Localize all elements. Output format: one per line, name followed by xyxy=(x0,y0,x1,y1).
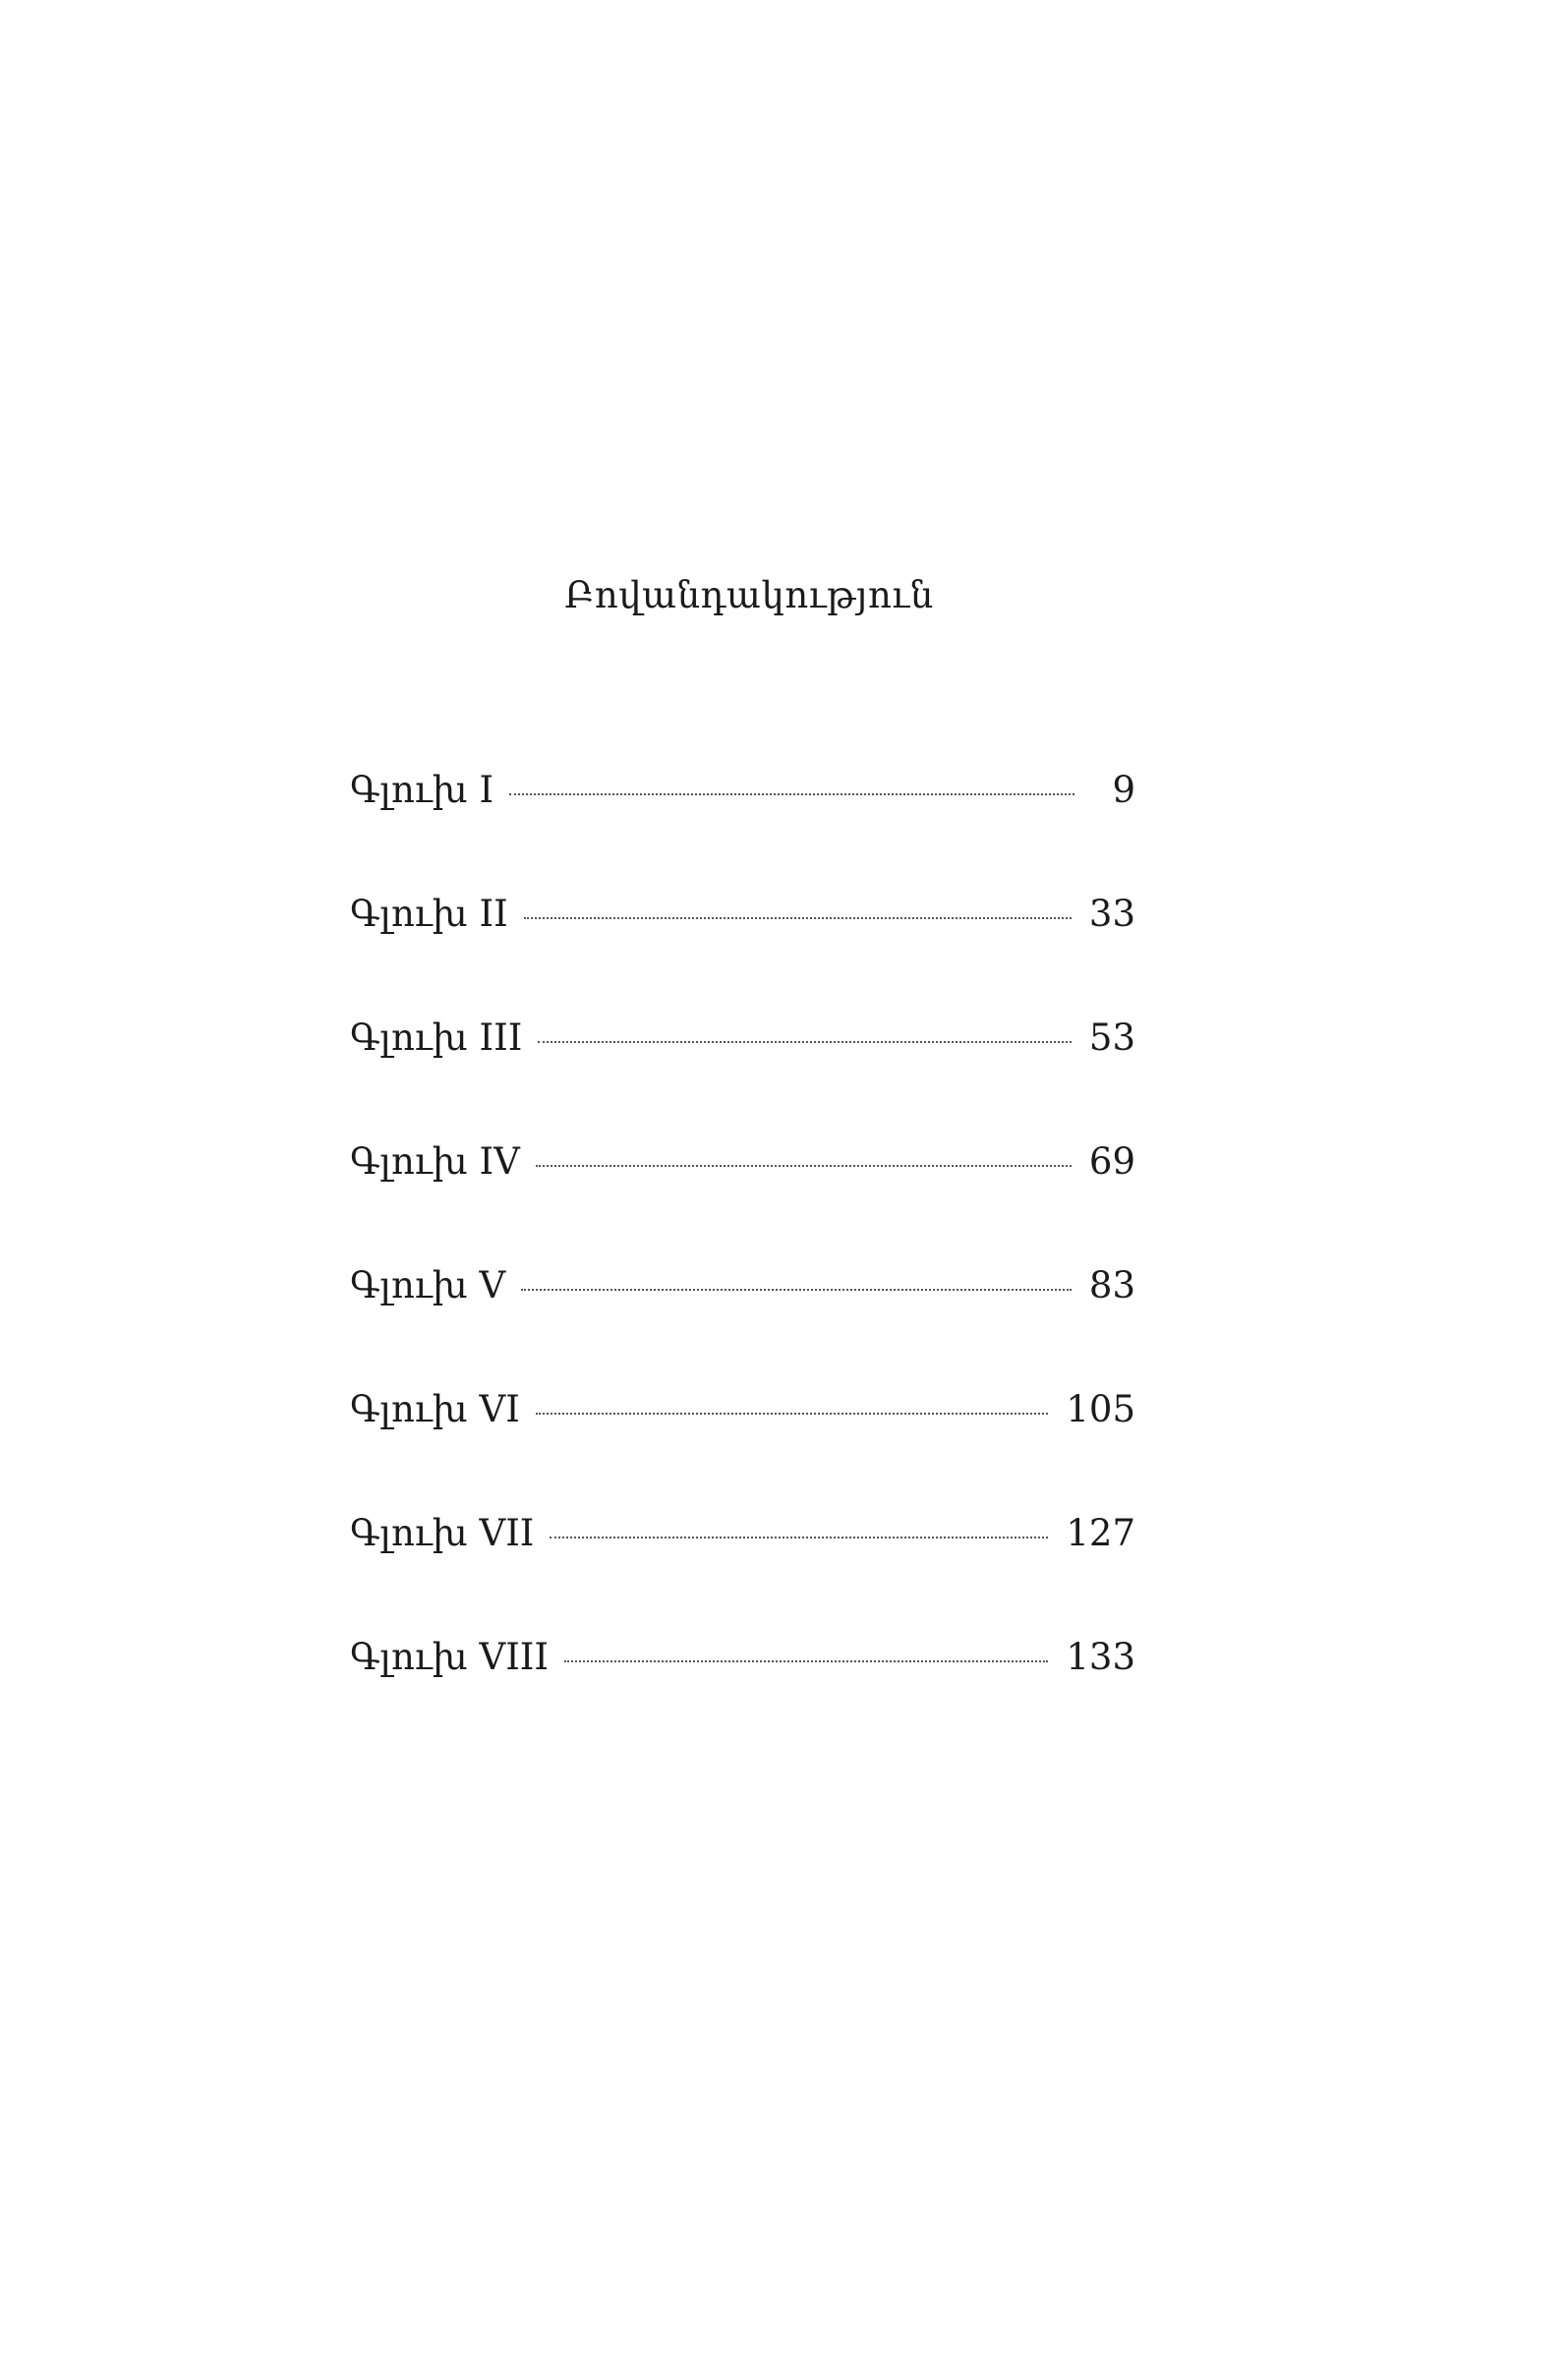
toc-entry-chapter-6[interactable] xyxy=(350,1386,1135,1510)
toc-entry-chapter-4[interactable] xyxy=(350,1138,1135,1262)
dot-leader xyxy=(550,1537,1048,1538)
toc-entry-page-number: 53 xyxy=(1088,1016,1135,1059)
toc-entry-page-number: 105 xyxy=(1066,1388,1135,1430)
dot-leader xyxy=(521,1289,1072,1291)
dot-leader xyxy=(509,793,1074,795)
dot-leader xyxy=(524,917,1072,919)
toc-entry-page-number: 127 xyxy=(1066,1512,1135,1554)
toc-entry-label: Գլուխ I xyxy=(350,769,494,811)
toc-entry-page-number: 69 xyxy=(1088,1140,1135,1183)
toc-entry-label: Գլուխ VI xyxy=(350,1388,520,1430)
toc-entry-chapter-7[interactable] xyxy=(350,1510,1135,1634)
toc-entry-label: Գլուխ V xyxy=(350,1264,506,1306)
dot-leader xyxy=(564,1660,1048,1662)
toc-entry-label: Գլուխ III xyxy=(350,1016,523,1059)
toc-entry-label: Գլուխ IV xyxy=(350,1140,520,1183)
toc-entry-page-number: 83 xyxy=(1088,1264,1135,1306)
toc-entry-page-number: 133 xyxy=(1066,1636,1135,1678)
toc-entry-label: Գլուխ VII xyxy=(350,1512,535,1554)
toc-entry-chapter-5[interactable] xyxy=(350,1262,1135,1386)
toc-entry-label: Գլուխ VIII xyxy=(350,1636,550,1678)
dot-leader xyxy=(538,1041,1072,1043)
dot-leader xyxy=(536,1413,1049,1415)
table-of-contents xyxy=(350,767,1135,1758)
dot-leader xyxy=(536,1165,1072,1167)
toc-entry-page-number: 33 xyxy=(1088,893,1135,935)
toc-entry-page-number: 9 xyxy=(1112,769,1135,811)
toc-entry-chapter-3[interactable] xyxy=(350,1015,1135,1138)
page-title: Բովանդակություն xyxy=(564,574,934,616)
toc-entry-label: Գլուխ II xyxy=(350,893,508,935)
toc-entry-chapter-1[interactable] xyxy=(350,767,1135,891)
toc-entry-chapter-2[interactable] xyxy=(350,891,1135,1015)
toc-entry-chapter-8[interactable] xyxy=(350,1634,1135,1758)
